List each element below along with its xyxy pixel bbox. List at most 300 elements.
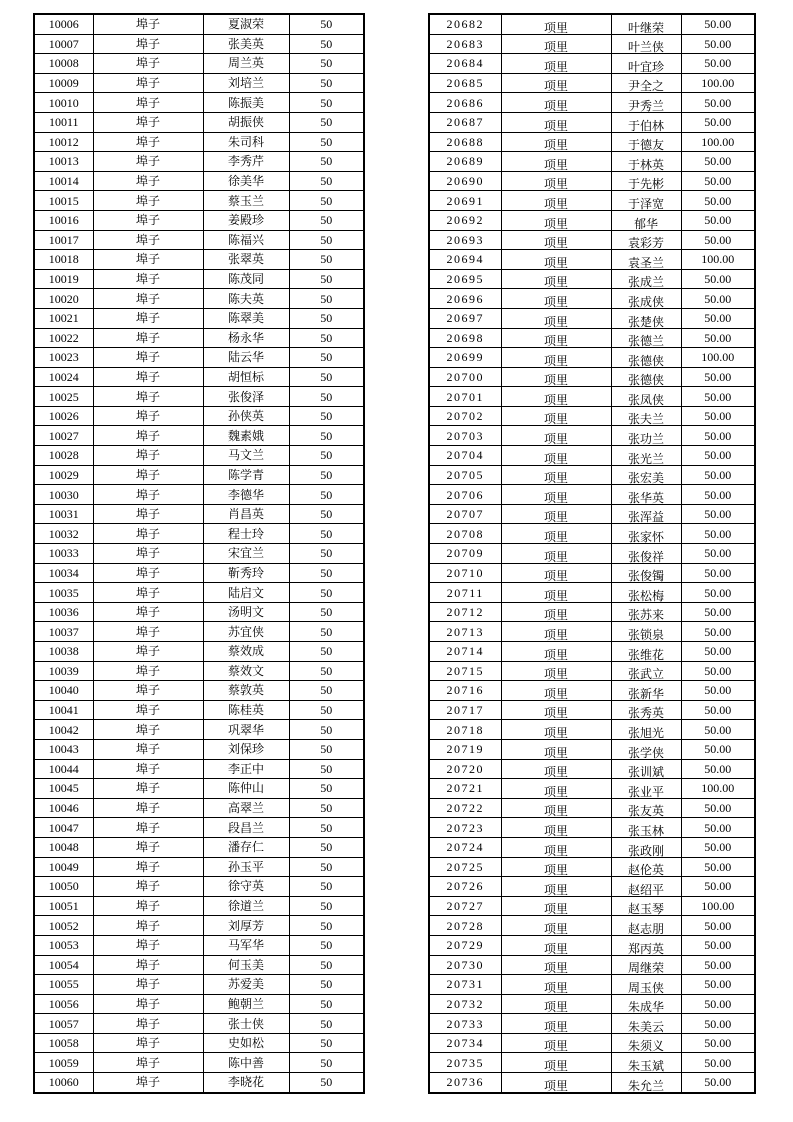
record-id-cell: 10016 <box>34 210 93 230</box>
amount-cell: 50.00 <box>681 739 755 759</box>
district-cell: 埠子 <box>93 622 203 642</box>
district-cell: 项里 <box>501 387 611 407</box>
record-id-cell: 10006 <box>34 14 93 34</box>
amount-cell: 50.00 <box>681 681 755 701</box>
table-row <box>34 250 364 270</box>
table-row <box>429 465 755 485</box>
person-name-cell: 李正中 <box>203 759 289 779</box>
person-name-cell: 张光兰 <box>611 446 681 466</box>
roster-right-body <box>429 14 755 1093</box>
record-id-cell: 20689 <box>429 152 501 172</box>
record-id-cell: 10045 <box>34 779 93 799</box>
table-row <box>34 112 364 132</box>
person-name-cell: 于林英 <box>611 152 681 172</box>
amount-cell: 50.00 <box>681 387 755 407</box>
person-name-cell: 宋宜兰 <box>203 544 289 564</box>
table-row <box>34 34 364 54</box>
district-cell: 项里 <box>501 759 611 779</box>
district-cell: 项里 <box>501 857 611 877</box>
amount-cell: 50 <box>289 308 364 328</box>
person-name-cell: 苏爱美 <box>203 975 289 995</box>
roster-left-body <box>34 14 364 1093</box>
district-cell: 项里 <box>501 34 611 54</box>
amount-cell: 50.00 <box>681 328 755 348</box>
record-id-cell: 10042 <box>34 720 93 740</box>
table-row <box>34 54 364 74</box>
district-cell: 埠子 <box>93 93 203 113</box>
amount-cell: 50 <box>289 896 364 916</box>
person-name-cell: 尹全之 <box>611 73 681 93</box>
record-id-cell: 10026 <box>34 406 93 426</box>
district-cell: 埠子 <box>93 544 203 564</box>
table-row <box>34 975 364 995</box>
person-name-cell: 潘存仁 <box>203 837 289 857</box>
record-id-cell: 20692 <box>429 210 501 230</box>
amount-cell: 50 <box>289 1053 364 1073</box>
district-cell: 项里 <box>501 348 611 368</box>
amount-cell: 50.00 <box>681 955 755 975</box>
district-cell: 项里 <box>501 93 611 113</box>
person-name-cell: 苏宜侠 <box>203 622 289 642</box>
district-cell: 埠子 <box>93 837 203 857</box>
person-name-cell: 郑丙英 <box>611 935 681 955</box>
record-id-cell: 10047 <box>34 818 93 838</box>
district-cell: 埠子 <box>93 935 203 955</box>
district-cell: 埠子 <box>93 779 203 799</box>
table-row <box>34 1033 364 1053</box>
person-name-cell: 叶兰侠 <box>611 34 681 54</box>
person-name-cell: 周玉侠 <box>611 975 681 995</box>
person-name-cell: 张浑益 <box>611 504 681 524</box>
table-row <box>429 34 755 54</box>
table-row <box>429 485 755 505</box>
table-row <box>429 994 755 1014</box>
district-cell: 埠子 <box>93 700 203 720</box>
person-name-cell: 李秀芹 <box>203 152 289 172</box>
person-name-cell: 张秀英 <box>611 700 681 720</box>
table-row <box>34 446 364 466</box>
table-row <box>34 583 364 603</box>
table-row <box>429 955 755 975</box>
amount-cell: 50 <box>289 210 364 230</box>
amount-cell: 50.00 <box>681 935 755 955</box>
table-row <box>34 93 364 113</box>
person-name-cell: 马军华 <box>203 935 289 955</box>
table-row <box>34 642 364 662</box>
amount-cell: 50 <box>289 112 364 132</box>
record-id-cell: 20726 <box>429 877 501 897</box>
district-cell: 项里 <box>501 1053 611 1073</box>
district-cell: 埠子 <box>93 642 203 662</box>
table-row <box>34 896 364 916</box>
table-row <box>429 504 755 524</box>
record-id-cell: 10009 <box>34 73 93 93</box>
person-name-cell: 蔡敦英 <box>203 681 289 701</box>
district-cell: 项里 <box>501 779 611 799</box>
amount-cell: 50.00 <box>681 485 755 505</box>
district-cell: 埠子 <box>93 524 203 544</box>
amount-cell: 100.00 <box>681 250 755 270</box>
amount-cell: 50 <box>289 700 364 720</box>
record-id-cell: 20701 <box>429 387 501 407</box>
amount-cell: 50.00 <box>681 191 755 211</box>
table-row <box>34 289 364 309</box>
amount-cell: 50.00 <box>681 563 755 583</box>
person-name-cell: 陈振美 <box>203 93 289 113</box>
record-id-cell: 20704 <box>429 446 501 466</box>
person-name-cell: 陆云华 <box>203 348 289 368</box>
district-cell: 项里 <box>501 73 611 93</box>
amount-cell: 100.00 <box>681 896 755 916</box>
district-cell: 项里 <box>501 700 611 720</box>
district-cell: 项里 <box>501 877 611 897</box>
amount-cell: 50 <box>289 818 364 838</box>
table-row <box>34 387 364 407</box>
record-id-cell: 10049 <box>34 857 93 877</box>
person-name-cell: 张德侠 <box>611 348 681 368</box>
table-row <box>34 602 364 622</box>
district-cell: 埠子 <box>93 759 203 779</box>
district-cell: 项里 <box>501 406 611 426</box>
amount-cell: 50 <box>289 328 364 348</box>
amount-cell: 50.00 <box>681 759 755 779</box>
district-cell: 埠子 <box>93 504 203 524</box>
district-cell: 埠子 <box>93 563 203 583</box>
record-id-cell: 20728 <box>429 916 501 936</box>
amount-cell: 50.00 <box>681 916 755 936</box>
amount-cell: 50 <box>289 916 364 936</box>
person-name-cell: 胡恒标 <box>203 367 289 387</box>
table-row <box>429 132 755 152</box>
district-cell: 埠子 <box>93 465 203 485</box>
district-cell: 项里 <box>501 289 611 309</box>
table-row <box>429 210 755 230</box>
person-name-cell: 张政刚 <box>611 837 681 857</box>
amount-cell: 50 <box>289 994 364 1014</box>
table-row <box>34 14 364 34</box>
table-row <box>429 935 755 955</box>
person-name-cell: 靳秀玲 <box>203 563 289 583</box>
table-row <box>34 818 364 838</box>
table-row <box>34 426 364 446</box>
person-name-cell: 徐守英 <box>203 877 289 897</box>
district-cell: 项里 <box>501 583 611 603</box>
amount-cell: 50.00 <box>681 465 755 485</box>
amount-cell: 50.00 <box>681 798 755 818</box>
person-name-cell: 张夫兰 <box>611 406 681 426</box>
district-cell: 项里 <box>501 681 611 701</box>
district-cell: 项里 <box>501 132 611 152</box>
record-id-cell: 20687 <box>429 112 501 132</box>
district-cell: 项里 <box>501 818 611 838</box>
person-name-cell: 刘厚芳 <box>203 916 289 936</box>
person-name-cell: 赵绍平 <box>611 877 681 897</box>
record-id-cell: 20724 <box>429 837 501 857</box>
person-name-cell: 马文兰 <box>203 446 289 466</box>
person-name-cell: 魏素娥 <box>203 426 289 446</box>
donation-roster-table-left <box>33 13 365 1094</box>
district-cell: 项里 <box>501 54 611 74</box>
amount-cell: 50 <box>289 348 364 368</box>
table-row <box>34 857 364 877</box>
record-id-cell: 20688 <box>429 132 501 152</box>
person-name-cell: 叶继荣 <box>611 14 681 34</box>
person-name-cell: 张翠英 <box>203 250 289 270</box>
table-row <box>34 73 364 93</box>
table-row <box>34 348 364 368</box>
record-id-cell: 20691 <box>429 191 501 211</box>
district-cell: 埠子 <box>93 583 203 603</box>
table-row <box>429 642 755 662</box>
record-id-cell: 10053 <box>34 935 93 955</box>
person-name-cell: 于先彬 <box>611 171 681 191</box>
table-row <box>429 563 755 583</box>
person-name-cell: 鲍朝兰 <box>203 994 289 1014</box>
person-name-cell: 徐美华 <box>203 171 289 191</box>
person-name-cell: 高翠兰 <box>203 798 289 818</box>
record-id-cell: 10032 <box>34 524 93 544</box>
table-row <box>429 524 755 544</box>
district-cell: 项里 <box>501 544 611 564</box>
amount-cell: 50 <box>289 191 364 211</box>
record-id-cell: 20733 <box>429 1014 501 1034</box>
table-row <box>429 798 755 818</box>
district-cell: 项里 <box>501 602 611 622</box>
table-row <box>34 779 364 799</box>
amount-cell: 50 <box>289 602 364 622</box>
record-id-cell: 10057 <box>34 1014 93 1034</box>
record-id-cell: 20711 <box>429 583 501 603</box>
table-row <box>429 54 755 74</box>
district-cell: 埠子 <box>93 367 203 387</box>
record-id-cell: 20710 <box>429 563 501 583</box>
amount-cell: 50 <box>289 1073 364 1093</box>
district-cell: 埠子 <box>93 485 203 505</box>
amount-cell: 50 <box>289 73 364 93</box>
district-cell: 项里 <box>501 269 611 289</box>
table-row <box>34 210 364 230</box>
district-cell: 埠子 <box>93 152 203 172</box>
record-id-cell: 20707 <box>429 504 501 524</box>
person-name-cell: 孙侠英 <box>203 406 289 426</box>
district-cell: 项里 <box>501 563 611 583</box>
person-name-cell: 陆启文 <box>203 583 289 603</box>
person-name-cell: 史如松 <box>203 1033 289 1053</box>
amount-cell: 50.00 <box>681 93 755 113</box>
district-cell: 项里 <box>501 328 611 348</box>
district-cell: 项里 <box>501 152 611 172</box>
record-id-cell: 10043 <box>34 739 93 759</box>
amount-cell: 50 <box>289 93 364 113</box>
amount-cell: 50 <box>289 250 364 270</box>
table-row <box>429 857 755 877</box>
amount-cell: 50 <box>289 426 364 446</box>
person-name-cell: 张德兰 <box>611 328 681 348</box>
district-cell: 埠子 <box>93 739 203 759</box>
record-id-cell: 10025 <box>34 387 93 407</box>
person-name-cell: 张武立 <box>611 661 681 681</box>
district-cell: 埠子 <box>93 328 203 348</box>
table-row <box>429 720 755 740</box>
amount-cell: 50.00 <box>681 1053 755 1073</box>
person-name-cell: 张松梅 <box>611 583 681 603</box>
amount-cell: 50 <box>289 642 364 662</box>
amount-cell: 50.00 <box>681 700 755 720</box>
record-id-cell: 10024 <box>34 367 93 387</box>
table-row <box>429 406 755 426</box>
record-id-cell: 20705 <box>429 465 501 485</box>
amount-cell: 100.00 <box>681 73 755 93</box>
table-row <box>429 1053 755 1073</box>
amount-cell: 50 <box>289 544 364 564</box>
record-id-cell: 10038 <box>34 642 93 662</box>
amount-cell: 50 <box>289 1014 364 1034</box>
record-id-cell: 10056 <box>34 994 93 1014</box>
amount-cell: 50.00 <box>681 426 755 446</box>
district-cell: 埠子 <box>93 994 203 1014</box>
district-cell: 埠子 <box>93 602 203 622</box>
amount-cell: 50 <box>289 877 364 897</box>
person-name-cell: 陈学青 <box>203 465 289 485</box>
record-id-cell: 20722 <box>429 798 501 818</box>
table-row <box>429 975 755 995</box>
table-row <box>34 720 364 740</box>
amount-cell: 50 <box>289 269 364 289</box>
record-id-cell: 20686 <box>429 93 501 113</box>
record-id-cell: 20727 <box>429 896 501 916</box>
person-name-cell: 叶宜珍 <box>611 54 681 74</box>
record-id-cell: 10029 <box>34 465 93 485</box>
table-row <box>429 759 755 779</box>
record-id-cell: 20714 <box>429 642 501 662</box>
record-id-cell: 20723 <box>429 818 501 838</box>
table-row <box>429 916 755 936</box>
person-name-cell: 巩翠华 <box>203 720 289 740</box>
record-id-cell: 20684 <box>429 54 501 74</box>
record-id-cell: 20713 <box>429 622 501 642</box>
amount-cell: 50 <box>289 152 364 172</box>
person-name-cell: 于泽宽 <box>611 191 681 211</box>
district-cell: 项里 <box>501 642 611 662</box>
person-name-cell: 袁彩芳 <box>611 230 681 250</box>
amount-cell: 50.00 <box>681 504 755 524</box>
person-name-cell: 于伯林 <box>611 112 681 132</box>
amount-cell: 50.00 <box>681 720 755 740</box>
district-cell: 项里 <box>501 465 611 485</box>
person-name-cell: 陈翠美 <box>203 308 289 328</box>
person-name-cell: 张锁泉 <box>611 622 681 642</box>
table-row <box>34 406 364 426</box>
person-name-cell: 杨永华 <box>203 328 289 348</box>
district-cell: 埠子 <box>93 308 203 328</box>
district-cell: 埠子 <box>93 132 203 152</box>
table-row <box>34 152 364 172</box>
table-row <box>429 269 755 289</box>
table-row <box>34 994 364 1014</box>
district-cell: 埠子 <box>93 446 203 466</box>
district-cell: 埠子 <box>93 975 203 995</box>
table-row <box>34 269 364 289</box>
record-id-cell: 20734 <box>429 1033 501 1053</box>
district-cell: 埠子 <box>93 54 203 74</box>
district-cell: 项里 <box>501 661 611 681</box>
person-name-cell: 陈夫英 <box>203 289 289 309</box>
person-name-cell: 何玉美 <box>203 955 289 975</box>
district-cell: 埠子 <box>93 348 203 368</box>
person-name-cell: 赵玉琴 <box>611 896 681 916</box>
amount-cell: 50.00 <box>681 230 755 250</box>
amount-cell: 50 <box>289 779 364 799</box>
district-cell: 埠子 <box>93 34 203 54</box>
amount-cell: 50.00 <box>681 857 755 877</box>
person-name-cell: 朱美云 <box>611 1014 681 1034</box>
person-name-cell: 尹秀兰 <box>611 93 681 113</box>
record-id-cell: 10059 <box>34 1053 93 1073</box>
table-row <box>34 230 364 250</box>
record-id-cell: 10055 <box>34 975 93 995</box>
person-name-cell: 张德侠 <box>611 367 681 387</box>
amount-cell: 50.00 <box>681 1073 755 1093</box>
record-id-cell: 20693 <box>429 230 501 250</box>
table-row <box>429 602 755 622</box>
person-name-cell: 郁华 <box>611 210 681 230</box>
person-name-cell: 于德友 <box>611 132 681 152</box>
amount-cell: 50.00 <box>681 210 755 230</box>
amount-cell: 50 <box>289 406 364 426</box>
district-cell: 埠子 <box>93 1073 203 1093</box>
district-cell: 项里 <box>501 14 611 34</box>
person-name-cell: 张士侠 <box>203 1014 289 1034</box>
amount-cell: 50.00 <box>681 367 755 387</box>
amount-cell: 100.00 <box>681 132 755 152</box>
amount-cell: 50.00 <box>681 583 755 603</box>
table-row <box>429 739 755 759</box>
record-id-cell: 20703 <box>429 426 501 446</box>
table-row <box>429 1033 755 1053</box>
record-id-cell: 10050 <box>34 877 93 897</box>
district-cell: 项里 <box>501 622 611 642</box>
person-name-cell: 张华英 <box>611 485 681 505</box>
district-cell: 埠子 <box>93 681 203 701</box>
record-id-cell: 10054 <box>34 955 93 975</box>
person-name-cell: 袁圣兰 <box>611 250 681 270</box>
district-cell: 埠子 <box>93 171 203 191</box>
table-row <box>34 132 364 152</box>
amount-cell: 50 <box>289 132 364 152</box>
record-id-cell: 10039 <box>34 661 93 681</box>
person-name-cell: 陈中善 <box>203 1053 289 1073</box>
district-cell: 埠子 <box>93 289 203 309</box>
record-id-cell: 20715 <box>429 661 501 681</box>
table-row <box>34 1053 364 1073</box>
person-name-cell: 陈福兴 <box>203 230 289 250</box>
amount-cell: 50 <box>289 171 364 191</box>
person-name-cell: 张旭光 <box>611 720 681 740</box>
record-id-cell: 10015 <box>34 191 93 211</box>
record-id-cell: 10058 <box>34 1033 93 1053</box>
amount-cell: 50 <box>289 955 364 975</box>
person-name-cell: 肖昌英 <box>203 504 289 524</box>
person-name-cell: 朱司科 <box>203 132 289 152</box>
table-row <box>34 935 364 955</box>
table-row <box>429 661 755 681</box>
record-id-cell: 10044 <box>34 759 93 779</box>
table-row <box>429 289 755 309</box>
record-id-cell: 10037 <box>34 622 93 642</box>
table-row <box>429 1014 755 1034</box>
amount-cell: 50 <box>289 1033 364 1053</box>
record-id-cell: 20702 <box>429 406 501 426</box>
